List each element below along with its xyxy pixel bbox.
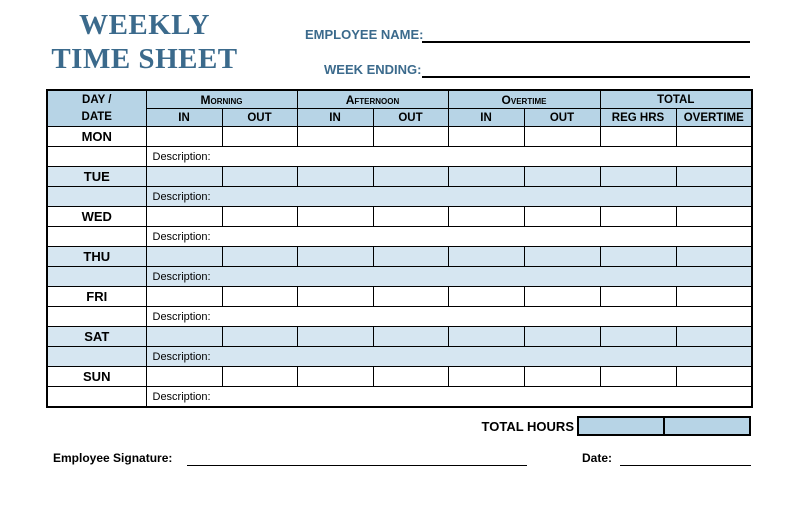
employee-name-label: EMPLOYEE NAME:	[305, 27, 424, 42]
overtime-in-cell[interactable]	[448, 247, 524, 267]
day-date-header	[47, 90, 146, 127]
date-label: Date:	[582, 451, 613, 465]
description-field[interactable]: Description:	[146, 387, 752, 408]
date-cell[interactable]	[47, 187, 146, 207]
overtime-in-cell[interactable]	[448, 367, 524, 387]
overtime-out-cell[interactable]	[524, 287, 600, 307]
day-label: TUE	[47, 167, 146, 187]
morning-in-cell[interactable]	[146, 247, 222, 267]
day-label: THU	[47, 247, 146, 267]
total-reg-hrs-cell[interactable]	[577, 416, 665, 436]
morning-in-cell[interactable]	[146, 367, 222, 387]
day-header-line2: DATE	[81, 110, 112, 123]
description-row	[47, 147, 752, 167]
day-label: SUN	[47, 367, 146, 387]
overtime-out-cell[interactable]	[524, 207, 600, 227]
day-row	[47, 287, 752, 307]
reg-hrs-cell[interactable]	[600, 207, 676, 227]
afternoon-in-cell[interactable]	[297, 247, 373, 267]
afternoon-out-header: OUT	[373, 109, 448, 127]
morning-out-cell[interactable]	[222, 327, 297, 347]
afternoon-out-cell[interactable]	[373, 167, 448, 187]
total-hours-label: TOTAL HOURS	[481, 419, 574, 434]
overtime-in-cell[interactable]	[448, 287, 524, 307]
form-title	[42, 8, 247, 76]
overtime-in-cell[interactable]	[448, 167, 524, 187]
total-header: TOTAL	[600, 90, 752, 109]
description-row	[47, 387, 752, 408]
overtime-total-cell[interactable]	[676, 287, 752, 307]
header-row-sub	[47, 109, 752, 127]
overtime-in-cell[interactable]	[448, 207, 524, 227]
afternoon-header: Afternoon	[297, 90, 448, 109]
day-label: MON	[47, 127, 146, 147]
overtime-in-cell[interactable]	[448, 327, 524, 347]
morning-out-cell[interactable]	[222, 127, 297, 147]
date-cell[interactable]	[47, 267, 146, 287]
morning-out-cell[interactable]	[222, 167, 297, 187]
afternoon-in-header: IN	[297, 109, 373, 127]
afternoon-in-cell[interactable]	[297, 327, 373, 347]
reg-hrs-cell[interactable]	[600, 247, 676, 267]
afternoon-in-cell[interactable]	[297, 167, 373, 187]
date-cell[interactable]	[47, 387, 146, 408]
total-overtime-cell[interactable]	[663, 416, 751, 436]
morning-in-cell[interactable]	[146, 327, 222, 347]
date-cell[interactable]	[47, 307, 146, 327]
day-row	[47, 167, 752, 187]
overtime-total-cell[interactable]	[676, 367, 752, 387]
description-row	[47, 267, 752, 287]
overtime-total-cell[interactable]	[676, 327, 752, 347]
title-line-2: TIME SHEET	[51, 43, 238, 75]
day-label: FRI	[47, 287, 146, 307]
description-row	[47, 307, 752, 327]
overtime-header: Overtime	[448, 90, 600, 109]
reg-hrs-cell[interactable]	[600, 327, 676, 347]
title-line-1: WEEKLY	[79, 9, 210, 41]
employee-name-field[interactable]	[422, 41, 750, 43]
overtime-in-cell[interactable]	[448, 127, 524, 147]
afternoon-out-cell[interactable]	[373, 207, 448, 227]
description-field[interactable]: Description:	[146, 147, 752, 167]
overtime-total-cell[interactable]	[676, 247, 752, 267]
description-row	[47, 347, 752, 367]
overtime-out-cell[interactable]	[524, 167, 600, 187]
date-field[interactable]	[620, 465, 751, 466]
date-cell[interactable]	[47, 147, 146, 167]
morning-in-cell[interactable]	[146, 287, 222, 307]
reg-hrs-cell[interactable]	[600, 127, 676, 147]
overtime-total-cell[interactable]	[676, 167, 752, 187]
description-field[interactable]: Description:	[146, 227, 752, 247]
morning-header: Morning	[146, 90, 297, 109]
morning-in-cell[interactable]	[146, 167, 222, 187]
description-field[interactable]: Description:	[146, 347, 752, 367]
description-row	[47, 187, 752, 207]
overtime-out-cell[interactable]	[524, 247, 600, 267]
overtime-in-header: IN	[448, 109, 524, 127]
day-row	[47, 207, 752, 227]
header-row-groups	[47, 90, 752, 109]
overtime-out-cell[interactable]	[524, 127, 600, 147]
overtime-out-cell[interactable]	[524, 367, 600, 387]
afternoon-out-cell[interactable]	[373, 327, 448, 347]
afternoon-in-cell[interactable]	[297, 287, 373, 307]
overtime-total-cell[interactable]	[676, 127, 752, 147]
description-field[interactable]: Description:	[146, 187, 752, 207]
morning-out-cell[interactable]	[222, 287, 297, 307]
afternoon-out-cell[interactable]	[373, 247, 448, 267]
reg-hrs-cell[interactable]	[600, 367, 676, 387]
day-header-line1: DAY /	[82, 93, 112, 106]
description-row	[47, 227, 752, 247]
timesheet-table	[46, 89, 753, 408]
signature-field[interactable]	[187, 465, 527, 466]
day-row	[47, 247, 752, 267]
description-field[interactable]: Description:	[146, 307, 752, 327]
day-row	[47, 327, 752, 347]
description-field[interactable]: Description:	[146, 267, 752, 287]
week-ending-label: WEEK ENDING:	[324, 62, 422, 77]
day-label: WED	[47, 207, 146, 227]
date-cell[interactable]	[47, 347, 146, 367]
morning-out-cell[interactable]	[222, 367, 297, 387]
overtime-out-cell[interactable]	[524, 327, 600, 347]
date-cell[interactable]	[47, 227, 146, 247]
day-row	[47, 127, 752, 147]
morning-out-cell[interactable]	[222, 207, 297, 227]
afternoon-out-cell[interactable]	[373, 127, 448, 147]
reg-hrs-cell[interactable]	[600, 287, 676, 307]
morning-in-cell[interactable]	[146, 207, 222, 227]
overtime-out-header: OUT	[524, 109, 600, 127]
reg-hrs-cell[interactable]	[600, 167, 676, 187]
morning-out-cell[interactable]	[222, 247, 297, 267]
afternoon-out-cell[interactable]	[373, 287, 448, 307]
overtime-total-cell[interactable]	[676, 207, 752, 227]
morning-in-cell[interactable]	[146, 127, 222, 147]
overtime-total-header: OVERTIME	[676, 109, 752, 127]
morning-in-header: IN	[146, 109, 222, 127]
afternoon-in-cell[interactable]	[297, 207, 373, 227]
morning-out-header: OUT	[222, 109, 297, 127]
afternoon-in-cell[interactable]	[297, 367, 373, 387]
signature-label: Employee Signature:	[53, 451, 173, 465]
week-ending-field[interactable]	[422, 76, 750, 78]
reg-hrs-header: REG HRS	[600, 109, 676, 127]
day-row	[47, 367, 752, 387]
afternoon-out-cell[interactable]	[373, 367, 448, 387]
afternoon-in-cell[interactable]	[297, 127, 373, 147]
day-label: SAT	[47, 327, 146, 347]
